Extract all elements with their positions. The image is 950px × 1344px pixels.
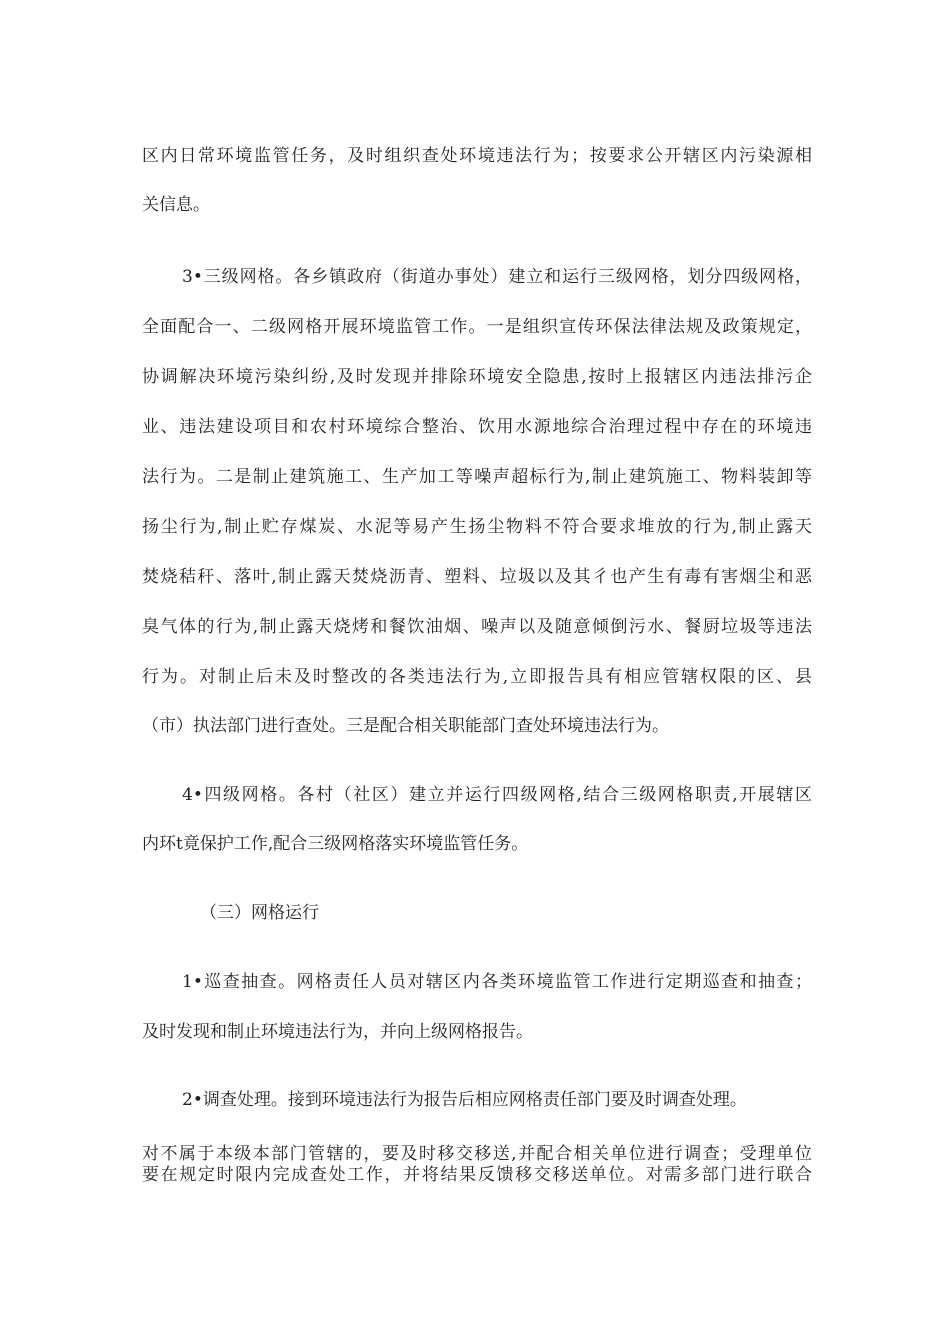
text-line: 要在规定时限内完成查处工作，并将结果反馈移交移送单位。对需多部门进行联合 — [142, 1165, 812, 1185]
text-line: 臭气体的行为,制止露天烧烤和餐饮油烟、噪声以及随意倾倒污水、餐厨垃圾等违法 — [142, 617, 812, 637]
text-line: 扬尘行为,制止贮存煤炭、水泥等易产生扬尘物料不符合要求堆放的行为,制止露天 — [142, 517, 812, 537]
text-line: 业、违法建设项目和农村环境综合整治、饮用水源地综合治理过程中存在的环境违 — [142, 417, 812, 437]
text-line: 区内日常环境监管任务，及时组织查处环境违法行为；按要求公开辖区内污染源相 — [142, 146, 812, 166]
text-line: 内环t竟保护工作,配合三级网格落实环境监管任务。 — [142, 834, 529, 854]
text-line: 全面配合一、二级网格开展环境监管工作。一是组织宣传环保法律法规及政策规定， — [142, 317, 812, 337]
text-line: （市）执法部门进行查处。三是配合相关职能部门查处环境违法行为。 — [142, 716, 669, 736]
text-line: 关信息。 — [142, 195, 210, 215]
text-line: 焚烧秸秆、落叶,制止露天焚烧沥青、塑料、垃圾以及其彳也产生有毒有害烟尘和恶 — [142, 567, 812, 587]
text-line: 对不属于本级本部门管辖的，要及时移交移送,并配合相关单位进行调查；受理单位 — [142, 1144, 812, 1164]
paragraph-heading-line: 1•巡查抽查。网格责任人员对辖区内各类环境监管工作进行定期巡查和抽查； — [182, 972, 812, 992]
paragraph-heading-line: 2•调查处理。接到环境违法行为报告后相应网格责任部门要及时调查处理。 — [182, 1090, 747, 1110]
paragraph-heading-line: 3•三级网格。各乡镇政府（街道办事处）建立和运行三级网格，划分四级网格， — [182, 267, 812, 287]
text-line: 协调解决环境污染纠纷,及时发现并排除环境安全隐患,按时上报辖区内违法排污企 — [142, 367, 812, 387]
text-line: 及时发现和制止环境违法行为，并向上级网格报告。 — [142, 1022, 533, 1042]
text-line: 行为。对制止后未及时整改的各类违法行为,立即报告具有相应管辖权限的区、县 — [142, 667, 812, 687]
paragraph-heading-line: 4•四级网格。各村（社区）建立并运行四级网格,结合三级网格职责,开展辖区 — [182, 785, 812, 805]
section-heading: （三）网格运行 — [200, 903, 319, 923]
text-line: 法行为。二是制止建筑施工、生产加工等噪声超标行为,制止建筑施工、物料装卸等 — [142, 467, 812, 487]
